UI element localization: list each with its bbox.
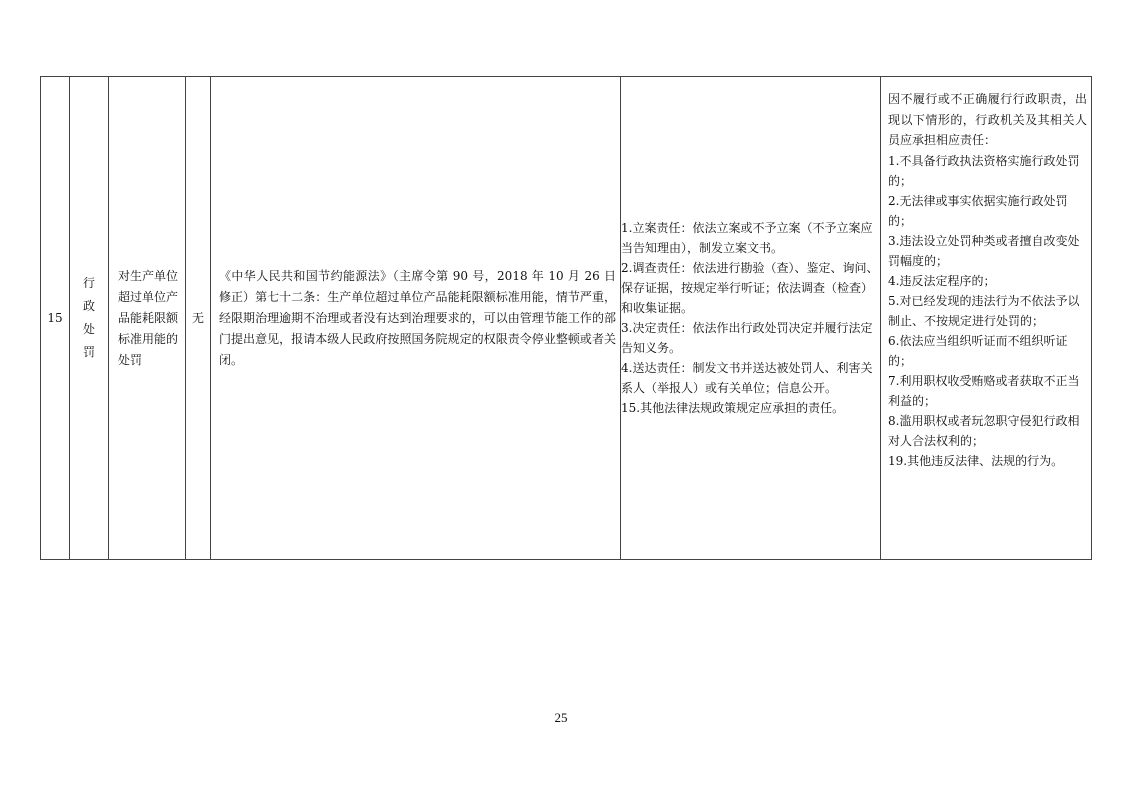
responsibility-item: 3.决定责任：依法作出行政处罚决定并履行法定告知义务。 xyxy=(621,321,873,355)
liability-item: 1.不具备行政执法资格实施行政处罚的； xyxy=(888,153,1080,188)
liability-item: 8.滥用职权或者玩忽职守侵犯行政相对人合法权利的； xyxy=(888,413,1080,448)
sub-item: 无 xyxy=(186,77,211,560)
table-row xyxy=(41,77,1092,560)
liability-item: 19.其他违反法律、法规的行为。 xyxy=(888,453,1064,468)
power-list-table xyxy=(40,76,1092,560)
responsibility-item: 1.立案责任：依法立案或不予立案（不予立案应当告知理由），制发立案文书。 xyxy=(621,221,873,255)
page-number: 25 xyxy=(554,710,568,725)
liability-item: 4.违反法定程序的； xyxy=(888,273,996,288)
legal-basis: 《中华人民共和国节约能源法》（主席令第 90 号，2018 年 10 月 26 日修正）第七十二条：生产单位超过单位产品能耗限额标准用能，情节严重，经限期治理逾期不治理或者没有达到治理要求的，可以由管理节能工作的部门提出意见，报请本级人民政府按照国务院规定的权限责令停业整顿或者关闭。 xyxy=(219,268,616,367)
power-category: 行政处罚 xyxy=(82,276,95,359)
responsibility-item: 15.其他法律法规政策规定应承担的责任。 xyxy=(621,401,845,415)
responsibility-cell xyxy=(621,77,881,560)
liability-item: 6.依法应当组织听证而不组织听证的； xyxy=(888,333,1068,368)
responsibility-item: 2.调查责任：依法进行勘验（查）、鉴定、询问、保存证据，按规定举行听证；依法调查（检查）和收集证据。 xyxy=(621,261,879,315)
legal-basis-cell xyxy=(211,77,621,560)
item-name-cell xyxy=(109,77,186,560)
liability-intro: 因不履行或不正确履行行政职责，出现以下情形的，行政机关及其相关人员应承担相应责任： xyxy=(888,92,1087,147)
row-number: 15 xyxy=(41,77,70,560)
liability-item: 5.对已经发现的违法行为不依法予以制止、不按规定进行处罚的； xyxy=(888,293,1080,328)
responsibility-item: 4.送达责任：制发文书并送达被处罚人、利害关系人（举报人）或有关单位；信息公开。 xyxy=(621,361,873,395)
liability-item: 7.利用职权收受贿赂或者获取不正当利益的； xyxy=(888,373,1080,408)
liability-item: 3.违法设立处罚种类或者擅自改变处罚幅度的； xyxy=(888,233,1080,268)
liability-cell xyxy=(881,77,1092,560)
item-name: 对生产单位超过单位产品能耗限额标准用能的处罚 xyxy=(118,268,179,367)
liability-item: 2.无法律或事实依据实施行政处罚的； xyxy=(888,193,1068,228)
power-category-cell xyxy=(70,77,109,560)
